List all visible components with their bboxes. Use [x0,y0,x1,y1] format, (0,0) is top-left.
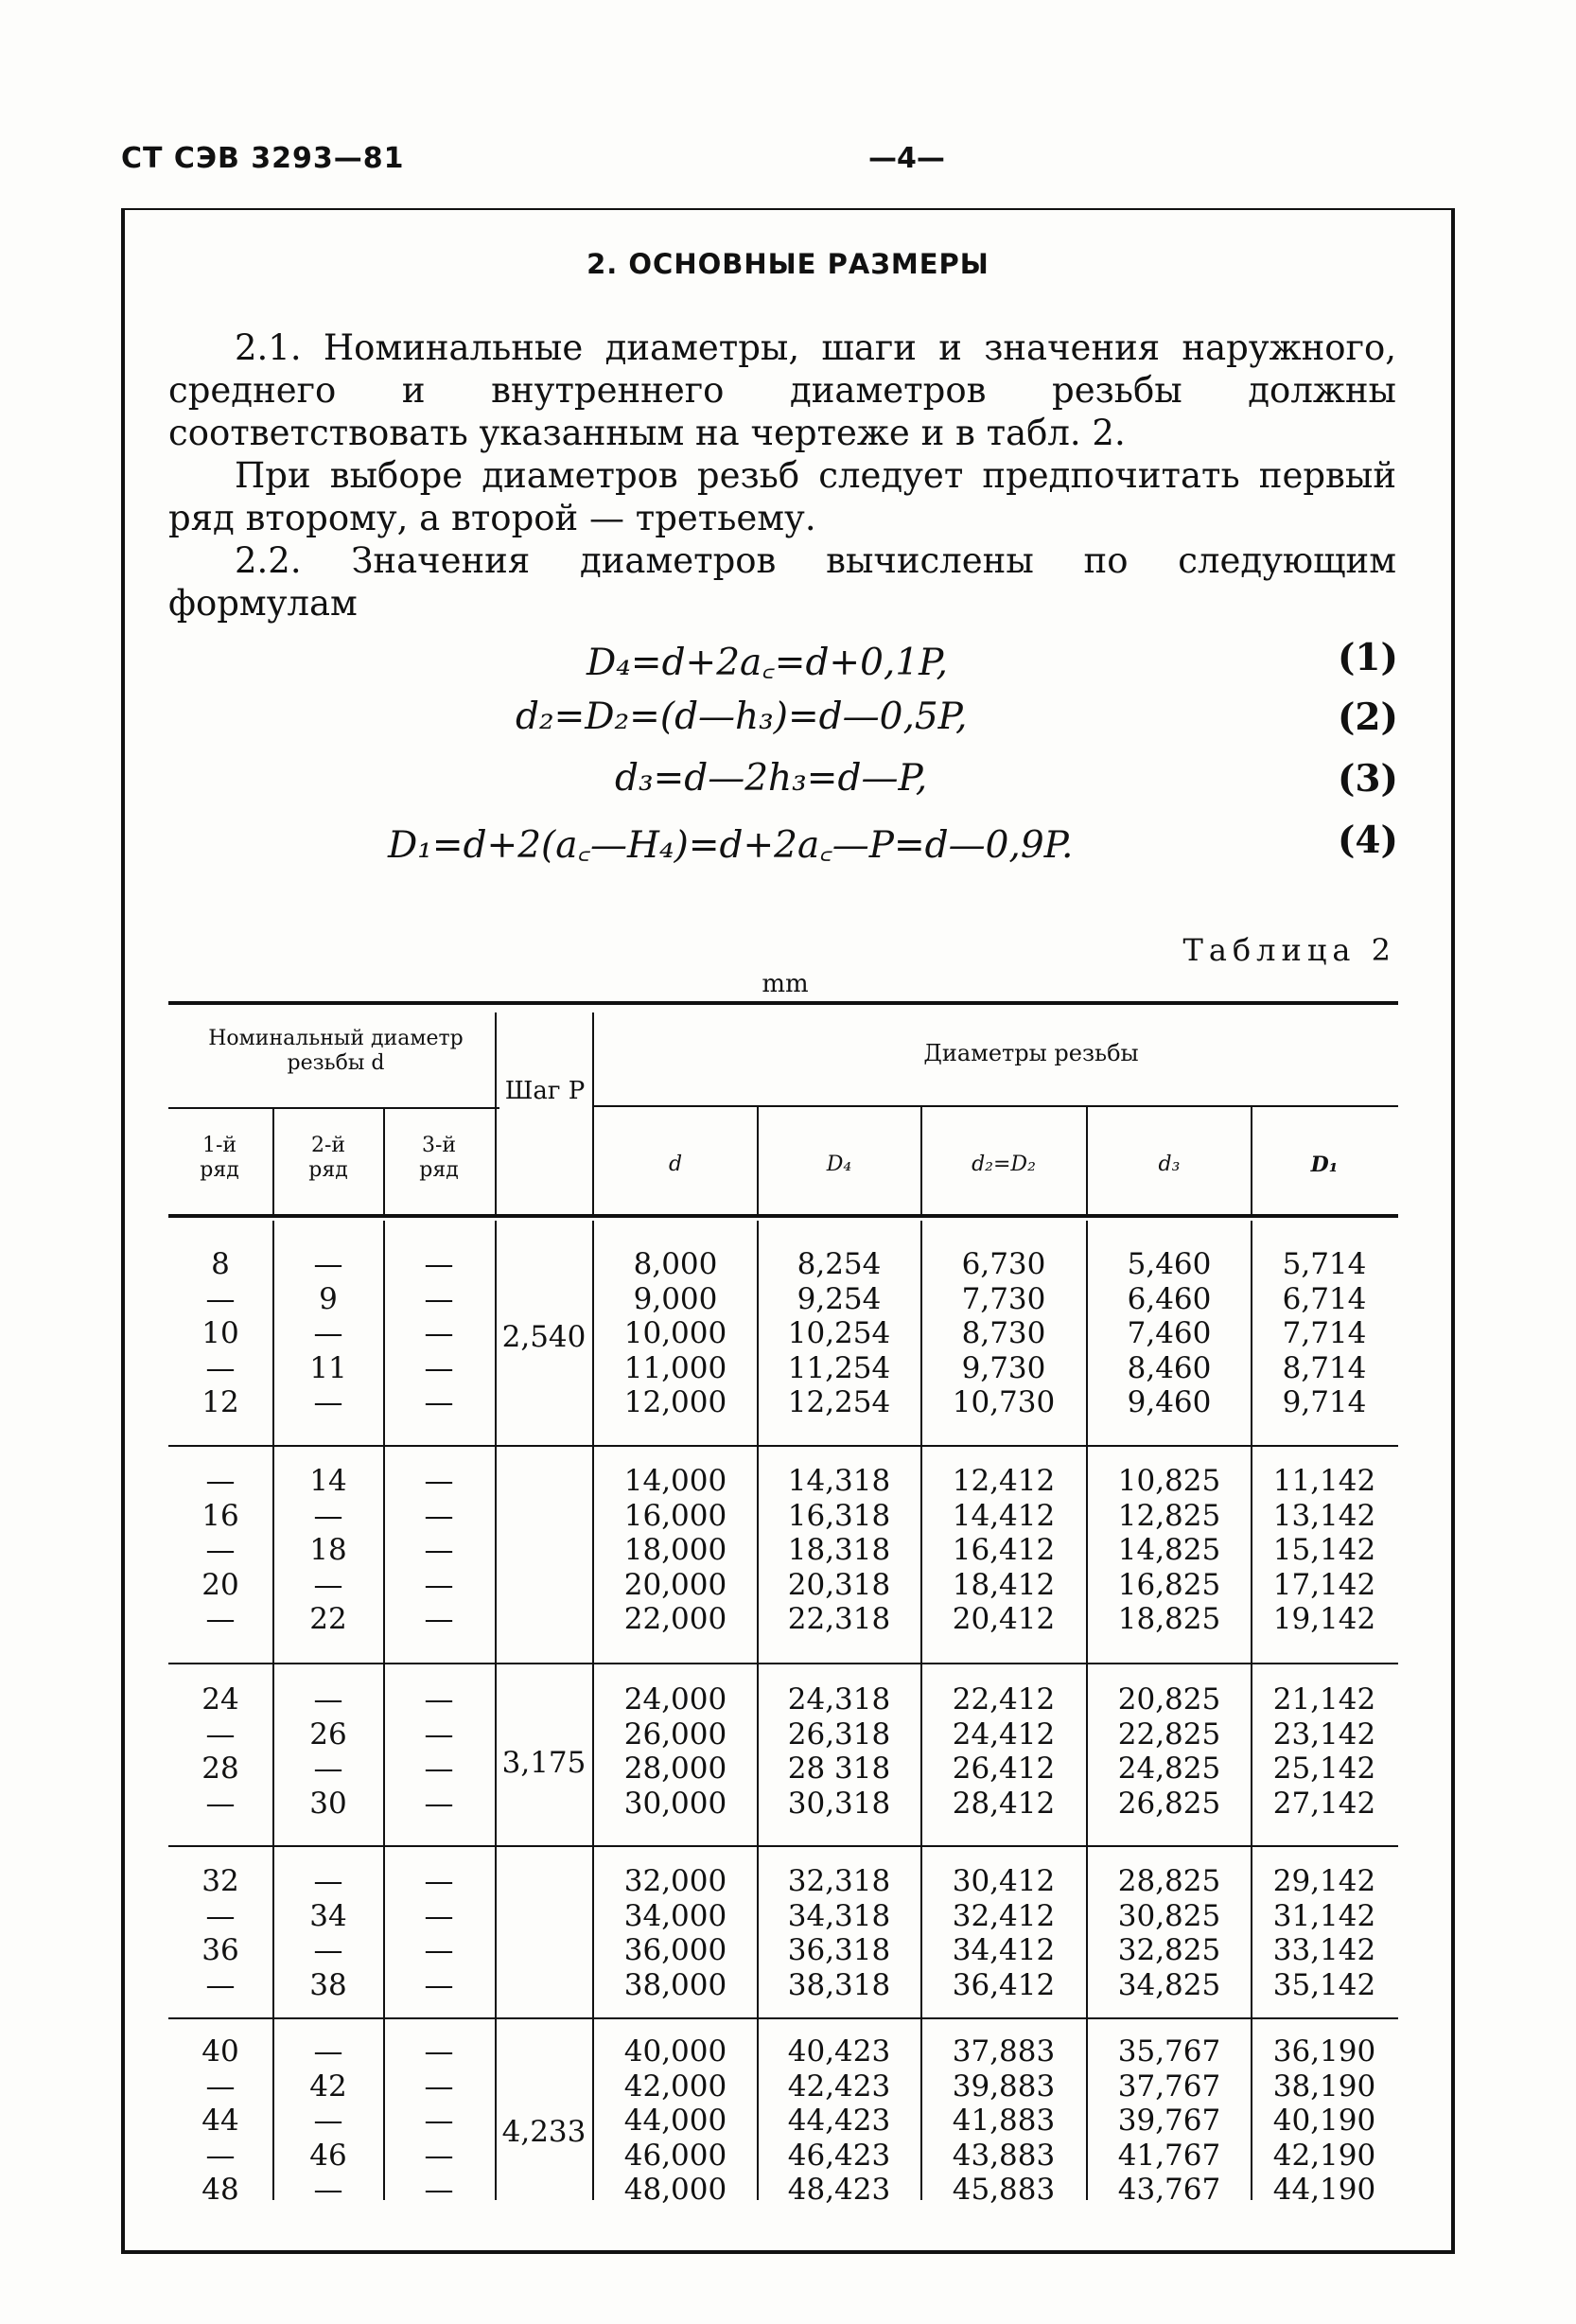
table-cell: — [205,1786,236,1821]
table-cell: 42 [309,2069,347,2104]
table-cell: 16 [201,1498,239,1533]
table-cell: 12,254 [787,1385,891,1420]
header-D1: D₁ [1310,1153,1339,1177]
column-d3-group-5 [1089,2034,1250,2208]
table-cell: 36,000 [623,1933,727,1968]
column-r1-group-5 [170,2034,271,2208]
header-d: d [668,1153,683,1176]
column-D1-group-1 [1253,1247,1395,1420]
column-D1-group-2 [1253,1464,1395,1637]
table-cell: — [424,2104,454,2139]
table-cell: 6,460 [1127,1281,1212,1316]
table-cell: — [424,2034,454,2069]
table-cell: 42,423 [787,2069,891,2104]
column-r2-group-2 [276,1464,380,1637]
table-cell: — [424,1933,454,1968]
table-cell: 12,412 [952,1464,1056,1498]
document-id: СТ СЭВ 3293—81 [121,142,405,175]
table-cell: — [424,1864,454,1898]
table-cell: — [424,1533,454,1568]
table-cell: — [313,1316,343,1351]
table-cell: 39,883 [952,2069,1056,2104]
formula-3-number: (3) [1337,757,1398,801]
table-cell: 18,825 [1117,1602,1221,1637]
table-cell: 8,254 [797,1247,882,1281]
table-cell: 26,825 [1117,1786,1221,1821]
table-cell: 24 [201,1682,239,1717]
table-cell: — [205,2138,236,2173]
table-cell: 32,000 [623,1864,727,1898]
table-cell: 17,142 [1272,1567,1376,1602]
table-cell: 16,825 [1117,1567,1221,1602]
table-cell: 35,142 [1272,1967,1376,2002]
table-cell: 40,190 [1272,2104,1376,2139]
table-cell: 18 [309,1533,347,1568]
section-title: 2. ОСНОВНЫЕ РАЗМЕРЫ [587,248,989,280]
table-cell: — [424,1464,454,1498]
table-cell: 45,883 [952,2173,1056,2208]
column-d2-group-4 [923,1864,1084,2002]
table-cell: — [424,1717,454,1752]
column-d2-group-2 [923,1464,1084,1637]
header-row-1: 1-й ряд [200,1134,239,1182]
table-cell: 10,730 [952,1385,1056,1420]
table-cell: 18,000 [623,1533,727,1568]
column-D4-group-2 [760,1464,919,1637]
table-cell: 26 [309,1717,347,1752]
table-cell: 42,190 [1272,2138,1376,2173]
table-cell: 40 [201,2034,239,2069]
column-D4-group-5 [760,2034,919,2208]
table-cell: 29,142 [1272,1864,1376,1898]
column-D1-group-5 [1253,2034,1395,2208]
table-cell: 16,318 [787,1498,891,1533]
table-cell: 48,000 [623,2173,727,2208]
table-cell: 5,714 [1282,1247,1367,1281]
table-cell: 9,460 [1127,1385,1212,1420]
table-cell: — [205,1350,236,1385]
table-cell: — [205,2069,236,2104]
table-cell: 20,318 [787,1567,891,1602]
page-header [121,142,1455,189]
table-cell: 30,825 [1117,1898,1221,1933]
table-cell: 46,423 [787,2138,891,2173]
column-r2-group-4 [276,1864,380,2002]
table-cell: 19,142 [1272,1602,1376,1637]
column-r3-group-5 [386,2034,492,2208]
table-cell: 44,000 [623,2104,727,2139]
table-cell: 8,714 [1282,1350,1367,1385]
formula-1-number: (1) [1337,636,1398,679]
table-cell: 32,412 [952,1898,1056,1933]
table-cell: — [424,1281,454,1316]
table-cell: 21,142 [1272,1682,1376,1717]
table-cell: — [313,1567,343,1602]
column-d3-group-3 [1089,1682,1250,1821]
table-cell: 24,000 [623,1682,727,1717]
table-cell: 7,714 [1282,1316,1367,1351]
table-cell: 14,412 [952,1498,1056,1533]
table-cell: 8,730 [961,1316,1046,1351]
page-number: —4— [868,142,945,175]
table-cell: 24,318 [787,1682,891,1717]
column-r1-group-2 [170,1464,271,1637]
paragraph-2-2: 2.2. Значения диаметров вычислены по следующим формулам [168,540,1396,624]
formula-2: d₂=D₂=(d—h₃)=d—0,5P, [516,695,968,738]
paragraph-2-1: 2.1. Номинальные диаметры, шаги и значения наружного, среднего и внутреннего диаметров резьбы должны соответствовать указанным на чертеже и в табл. 2. [168,327,1396,453]
header-row-3: 3-й ряд [419,1134,459,1182]
table-cell: 7,730 [961,1281,1046,1316]
column-d-group-3 [596,1682,755,1821]
table-cell: 48 [201,2173,239,2208]
column-d-group-4 [596,1864,755,2002]
column-r2-group-5 [276,2034,380,2208]
table-cell: — [313,2034,343,2069]
table-cell: 16,412 [952,1533,1056,1568]
header-pitch: Шаг P [504,1077,586,1105]
table-cell: 9 [319,1281,338,1316]
table-cell: 41,767 [1117,2138,1221,2173]
header-d2-D2: d₂=D₂ [972,1153,1036,1176]
table-cell: — [424,1247,454,1281]
table-cell: — [313,1864,343,1898]
table-cell: 8,460 [1127,1350,1212,1385]
table-cell: 10,825 [1117,1464,1221,1498]
column-r3-group-3 [386,1682,492,1821]
table-cell: 28,412 [952,1786,1056,1821]
table-cell: — [424,1967,454,2002]
formula-1: D₄=d+2a꜀=d+0,1P, [587,642,948,684]
paragraph-preference: При выборе диаметров резьб следует предпочитать первый ряд второму, а второй — третьему. [168,455,1396,538]
column-r3-group-2 [386,1464,492,1637]
table-cell: — [205,1533,236,1568]
formula-2-number: (2) [1337,695,1398,739]
table-cell: 22,000 [623,1602,727,1637]
table-cell: — [424,1786,454,1821]
column-d2-group-1 [923,1247,1084,1420]
table-cell: 37,883 [952,2034,1056,2069]
table-cell: — [205,1464,236,1498]
table-cell: 44,190 [1272,2173,1376,2208]
formula-3: d₃=d—2h₃=d—P, [615,757,928,800]
table-cell: — [313,2173,343,2208]
column-r3-group-4 [386,1864,492,2002]
table-cell: 8,000 [633,1247,718,1281]
table-cell: 46,000 [623,2138,727,2173]
column-D4-group-3 [760,1682,919,1821]
formula-4-number: (4) [1337,819,1398,862]
table-cell: 9,000 [633,1281,718,1316]
table-cell: 14 [309,1464,347,1498]
table-cell: — [424,1602,454,1637]
column-d3-group-1 [1089,1247,1250,1420]
table-cell: 30,412 [952,1864,1056,1898]
table-cell: — [424,1567,454,1602]
table-cell: — [424,1350,454,1385]
table-cell: 24,825 [1117,1752,1221,1787]
pitch-value: 4,233 [501,2115,587,2149]
table-cell: 31,142 [1272,1898,1376,1933]
table-cell: 34,825 [1117,1967,1221,2002]
table-cell: 32,825 [1117,1933,1221,1968]
table-cell: 26,318 [787,1717,891,1752]
table-cell: 9,254 [797,1281,882,1316]
table-cell: 30 [309,1786,347,1821]
header-nominal-diameter: Номинальный диаметр резьбы d [208,1027,464,1075]
table-cell: 34,318 [787,1898,891,1933]
table-cell: 34,000 [623,1898,727,1933]
table-cell: 25,142 [1272,1752,1376,1787]
table-cell: 33,142 [1272,1933,1376,1968]
table-cell: 30,000 [623,1786,727,1821]
table-cell: 14,825 [1117,1533,1221,1568]
table-cell: — [424,2138,454,2173]
column-r2-group-1 [276,1247,380,1420]
table-cell: 35,767 [1117,2034,1221,2069]
table-cell: 11,142 [1272,1464,1376,1498]
table-cell: 28 [201,1752,239,1787]
table-cell: 48,423 [787,2173,891,2208]
table-cell: 28,000 [623,1752,727,1787]
table-cell: 12,825 [1117,1498,1221,1533]
column-D1-group-4 [1253,1864,1395,2002]
table-cell: 28,825 [1117,1864,1221,1898]
table-cell: 12 [201,1385,239,1420]
table-cell: 26,412 [952,1752,1056,1787]
header-d3: d₃ [1158,1153,1181,1176]
table-cell: 46 [309,2138,347,2173]
table-cell: 14,000 [623,1464,727,1498]
table-cell: — [424,2069,454,2104]
table-units: mm [762,970,809,998]
table-cell: — [313,2104,343,2139]
table-cell: 22,412 [952,1682,1056,1717]
table-cell: 12,000 [623,1385,727,1420]
header-thread-diameters: Диаметры резьбы [923,1040,1139,1066]
table-cell: 36,412 [952,1967,1056,2002]
table-cell: 14,318 [787,1464,891,1498]
table-cell: 22,825 [1117,1717,1221,1752]
table-cell: — [313,1385,343,1420]
column-D4-group-4 [760,1864,919,2002]
table-cell: 32 [201,1864,239,1898]
table-cell: — [205,1602,236,1637]
pitch-value: 2,540 [501,1320,587,1354]
table-cell: 37,767 [1117,2069,1221,2104]
table-cell: 13,142 [1272,1498,1376,1533]
table-cell: 34,412 [952,1933,1056,1968]
header-row-2: 2-й ряд [308,1134,348,1182]
pitch-value: 3,175 [501,1746,587,1780]
table-cell: 23,142 [1272,1717,1376,1752]
table-cell: 44 [201,2104,239,2139]
column-r1-group-3 [170,1682,271,1821]
table-cell: 40,423 [787,2034,891,2069]
table-cell: — [424,1498,454,1533]
table-cell: 10 [201,1316,239,1351]
table-cell: 22 [309,1602,347,1637]
table-cell: 44,423 [787,2104,891,2139]
table-cell: 38 [309,1967,347,2002]
column-r2-group-3 [276,1682,380,1821]
formula-4: D₁=d+2(a꜀—H₄)=d+2a꜀—P=d—0,9P. [388,824,1074,867]
table-cell: 10,000 [623,1316,727,1351]
table-cell: — [424,1682,454,1717]
column-d2-group-5 [923,2034,1084,2208]
table-cell: — [313,1752,343,1787]
table-cell: 7,460 [1127,1316,1212,1351]
table-cell: 16,000 [623,1498,727,1533]
table-cell: — [205,1967,236,2002]
table-cell: 20 [201,1567,239,1602]
column-D1-group-3 [1253,1682,1395,1821]
table-cell: — [424,2173,454,2208]
table-cell: — [313,1682,343,1717]
column-D4-group-1 [760,1247,919,1420]
table-cell: 10,254 [787,1316,891,1351]
table-cell: 11 [309,1350,347,1385]
table-cell: — [313,1933,343,1968]
table-cell: — [424,1385,454,1420]
column-r1-group-1 [170,1247,271,1420]
table-cell: 30,318 [787,1786,891,1821]
table-cell: 36,318 [787,1933,891,1968]
table-cell: — [424,1898,454,1933]
table-cell: 32,318 [787,1864,891,1898]
table-cell: 5,460 [1127,1247,1212,1281]
column-r3-group-1 [386,1247,492,1420]
column-r1-group-4 [170,1864,271,2002]
table-cell: 39,767 [1117,2104,1221,2139]
header-D4: D₄ [826,1153,852,1176]
table-cell: 9,714 [1282,1385,1367,1420]
table-cell: 8 [211,1247,230,1281]
table-cell: 27,142 [1272,1786,1376,1821]
table-cell: — [205,1281,236,1316]
column-d-group-2 [596,1464,755,1637]
table-cell: 22,318 [787,1602,891,1637]
table-cell: 20,000 [623,1567,727,1602]
table-cell: — [424,1752,454,1787]
table-cell: 43,767 [1117,2173,1221,2208]
table-cell: 38,318 [787,1967,891,2002]
table-cell: 20,412 [952,1602,1056,1637]
table-cell: — [205,1717,236,1752]
table-cell: 18,412 [952,1567,1056,1602]
table-cell: 28 318 [787,1752,891,1787]
table-cell: 15,142 [1272,1533,1376,1568]
table-cell: — [313,1247,343,1281]
table-cell: 24,412 [952,1717,1056,1752]
table-cell: 11,254 [787,1350,891,1385]
table-cell: 41,883 [952,2104,1056,2139]
column-d-group-5 [596,2034,755,2208]
table-cell: — [313,1498,343,1533]
table-cell: 40,000 [623,2034,727,2069]
table-cell: 18,318 [787,1533,891,1568]
table-cell: 36,190 [1272,2034,1376,2069]
table-cell: 42,000 [623,2069,727,2104]
table-cell: 11,000 [623,1350,727,1385]
table-cell: 34 [309,1898,347,1933]
table-cell: 38,190 [1272,2069,1376,2104]
column-d3-group-4 [1089,1864,1250,2002]
table-cell: — [424,1316,454,1351]
column-d3-group-2 [1089,1464,1250,1637]
table-cell: 36 [201,1933,239,1968]
table-cell: 26,000 [623,1717,727,1752]
column-d-group-1 [596,1247,755,1420]
table-cell: 6,714 [1282,1281,1367,1316]
table-cell: 6,730 [961,1247,1046,1281]
table-cell: 9,730 [961,1350,1046,1385]
table-cell: 38,000 [623,1967,727,2002]
column-d2-group-3 [923,1682,1084,1821]
table-caption: Таблица 2 [1182,932,1396,968]
table-cell: — [205,1898,236,1933]
table-cell: 20,825 [1117,1682,1221,1717]
table-cell: 43,883 [952,2138,1056,2173]
